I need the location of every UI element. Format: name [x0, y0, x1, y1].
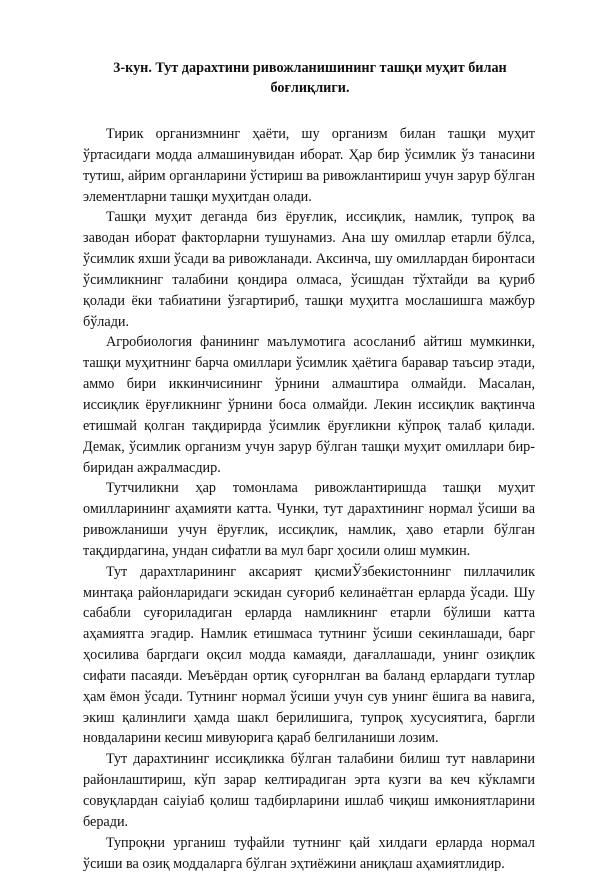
paragraph: Тут дарахтининг иссиқликка бўлган талабини билиш тут навларини районлаштириш, кўп зарар келтирадиган эрта кузги ва кеч кўкламги совуқлардан саіуіаб қолиш тадбирларини ишлаб чиқиш имкониятларини беради.: [83, 751, 535, 830]
paragraph: Ташқи муҳит деганда биз ёруғлик, иссиқлик, намлик, тупроқ ва заводан иборат факторларни тушунамиз. Ана шу омиллар етарли бўлса, ўсимлик яхши ўсади ва ривожланади. Аксинча, шу омиллардан биронтаси ўсимликнинг талабини қондира олмаса, ўсишдан тўхтайди ва қуриб қолади ёки табиатини ўзгартириб, ташқи муҳитга мослашишга мажбур бўлади.: [83, 209, 535, 330]
paragraph: Тирик организмнинг ҳаёти, шу организм билан ташқи муҳит ўртасидаги модда алмашинувидан иборат. Ҳар бир ўсимлик ўз танасини тутиш, айрим органларини ўстириш ва ривожлантириш учун зарур бўлган элементларни ташқи муҳитдан олади.: [83, 126, 535, 205]
paragraph: Тупроқни урганиш туфайли тутнинг қай хилдаги ерларда нормал ўсиши ва озиқ моддаларга бўлган эҳтиёжини аниқлаш аҳамиятлидир.: [83, 834, 535, 872]
paragraph: Тутчиликни ҳар томонлама ривожлантиришда ташқи муҳит омилларининг аҳамияти катта. Чунки, тут дарахтининг нормал ўсиши ва ривожланиши учун ёруғлик, иссиқлик, намлик, ҳаво етарли бўлган тақдирдагина, ундан сифатли ва мул барг ҳосили олиш мумкин.: [83, 480, 535, 559]
paragraph: Агробиология фанининг маълумотига асосланиб айтиш мумкинки, ташқи муҳитнинг барча омиллари ўсимлик ҳаётига баравар таъсир этади, аммо бири иккинчисининг ўрнини алмаштира олмайди. Масалан, иссиқлик ёруғликнинг ўрнини боса олмайди. Лекин иссиқлик вақтинча етишмай қолган тақдирирда ўсимлик ёруғликни кўпроқ талаб қилади. Демак, ўсимлик организм учун зарур бўлган ташқи муҳит омиллари бир-биридан ажралмасдир.: [83, 334, 535, 476]
paragraph: Тут дарахтларининг аксарият қисмиЎзбекистоннинг пиллачилик минтақа районларидаги эскидан суғориб келинаётган ерларда ўсади. Шу сабабли суғориладиган ерларда намликнинг етарли бўлиши катта аҳамиятга эгадир. Намлик етишмаса тутнинг ўсиши секинлашади, барг ҳосилива баргдаги оқсил модда камаяди, дағаллашади, унинг озиқлик сифати пасаяди. Меъёрдан ортиқ суғорнлган ва баланд ерлардаги тутлар ҳам ёмон ўсади. Тутнинг нормал ўсиши учун сув унинг ёшига ва навига, экиш қалинлиги ҳамда шакл берилишига, тупроқ хусусиятига, баргли новдаларини кесиш мивуюрига қараб белгиланиши лозим.: [83, 563, 535, 747]
document-title: 3-кун. Тут дарахтини ривожланишининг ташқи муҳит билан боғлиқлиги.: [113, 60, 507, 96]
document-body: [83, 124, 535, 874]
